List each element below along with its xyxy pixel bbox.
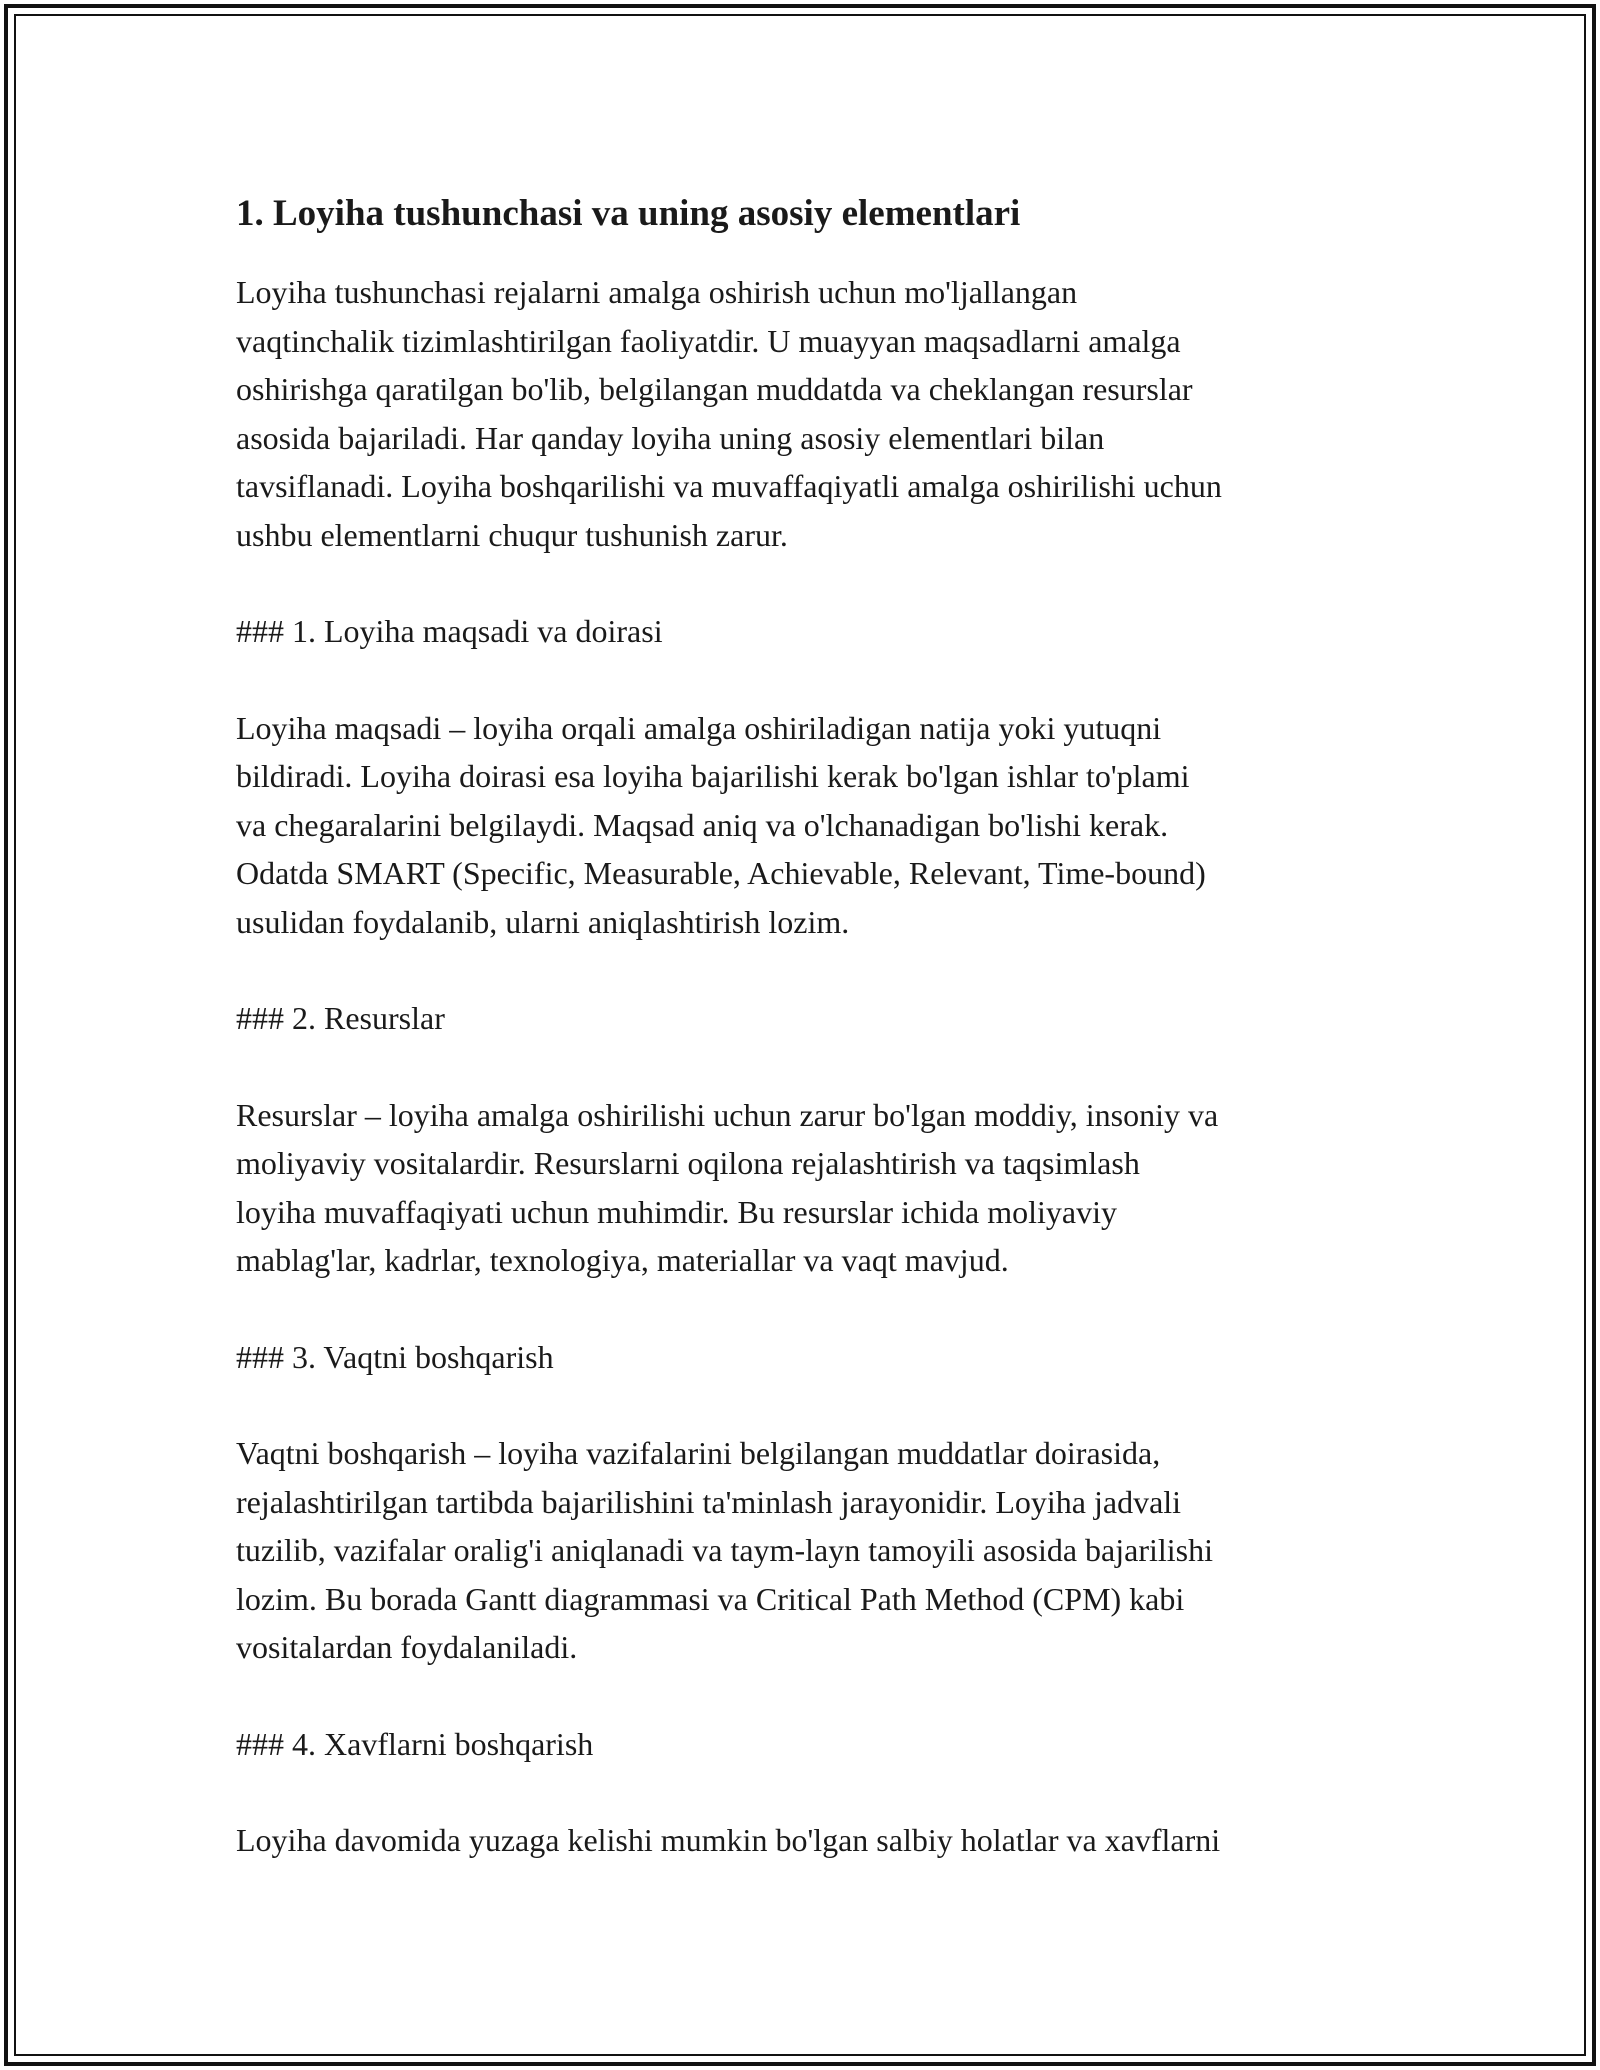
section-paragraph-3 [236, 1429, 1376, 1672]
paragraph-line: Loyiha davomida yuzaga kelishi mumkin bo'lgan salbiy holatlar va xavflarni [236, 1822, 1221, 1858]
section-heading-3: ### 3. Vaqtni boshqarish [236, 1338, 554, 1375]
intro-line: tavsiflanadi. Loyiha boshqarilishi va muvaffaqiyatli amalga oshirilishi uchun [236, 468, 1222, 504]
intro-line: oshirishga qaratilgan bo'lib, belgilangan muddatda va cheklangan resurslar [236, 371, 1193, 407]
paragraph-line: loyiha muvaffaqiyati uchun muhimdir. Bu resurslar ichida moliyaviy [236, 1193, 1118, 1230]
paragraph-line: rejalashtirilgan tartibda bajarilishini ta'minlash jarayonidir. Loyiha jadvali [236, 1483, 1182, 1520]
paragraph-line: lozim. Bu borada Gantt diagrammasi va Critical Path Method (CPM) kabi [236, 1580, 1185, 1617]
paragraph-line: moliyaviy vositalardir. Resurslarni oqilona rejalashtirish va taqsimlash [236, 1145, 1140, 1181]
paragraph-line: bildiradi. Loyiha doirasi esa loyiha bajarilishi kerak bo'lgan ishlar to'plami [236, 758, 1190, 794]
paragraph-line: tuzilib, vazifalar oralig'i aniqlanadi va taym-layn tamoyili asosida bajarilishi [236, 1532, 1214, 1568]
document-title: 1. Loyiha tushunchasi va uning asosiy elementlari [236, 193, 1021, 234]
blank-line [236, 1768, 1376, 1816]
paragraph-line: Resurslar – loyiha amalga oshirilishi uchun zarur bo'lgan moddiy, insoniy va [236, 1096, 1219, 1133]
paragraph-line: Vaqtni boshqarish – loyiha vazifalarini belgilangan muddatlar doirasida, [236, 1435, 1161, 1471]
paragraph-line: Odatda SMART (Specific, Measurable, Achievable, Relevant, Time-bound) [236, 855, 1206, 891]
document-page [236, 186, 1376, 1865]
section-paragraph-2 [236, 1091, 1376, 1285]
blank-line [236, 1381, 1376, 1429]
section-heading-2: ### 2. Resurslar [236, 1000, 445, 1036]
paragraph-line: Loyiha maqsadi – loyiha orqali amalga oshiriladigan natija yoki yutuqni [236, 709, 1162, 746]
intro-line: ushbu elementlarni chuqur tushunish zarur. [236, 516, 788, 553]
paragraph-line: mablag'lar, kadrlar, texnologiya, materiallar va vaqt mavjud. [236, 1242, 1009, 1278]
intro-line: asosida bajariladi. Har qanday loyiha uning asosiy elementlari bilan [236, 419, 1105, 456]
intro-paragraph [236, 268, 1376, 559]
paragraph-line: usulidan foydalanib, ularni aniqlashtirish lozim. [236, 903, 850, 940]
section-heading-1: ### 1. Loyiha maqsadi va doirasi [236, 613, 663, 649]
paragraph-line: vositalardan foydalaniladi. [236, 1629, 578, 1665]
blank-line [236, 1672, 1376, 1720]
section-paragraph-4 [236, 1816, 1376, 1865]
blank-line [236, 1043, 1376, 1091]
section-paragraph-1 [236, 704, 1376, 947]
blank-line [236, 946, 1376, 994]
blank-line [236, 1285, 1376, 1333]
paragraph-line: va chegaralarini belgilaydi. Maqsad aniq va o'lchanadigan bo'lishi kerak. [236, 806, 1169, 843]
intro-line: vaqtinchalik tizimlashtirilgan faoliyatdir. U muayyan maqsadlarni amalga [236, 322, 1181, 359]
intro-line: Loyiha tushunchasi rejalarni amalga oshirish uchun mo'ljallangan [236, 274, 1078, 310]
blank-line [236, 559, 1376, 607]
blank-line [236, 656, 1376, 704]
section-heading-4: ### 4. Xavflarni boshqarish [236, 1725, 594, 1762]
